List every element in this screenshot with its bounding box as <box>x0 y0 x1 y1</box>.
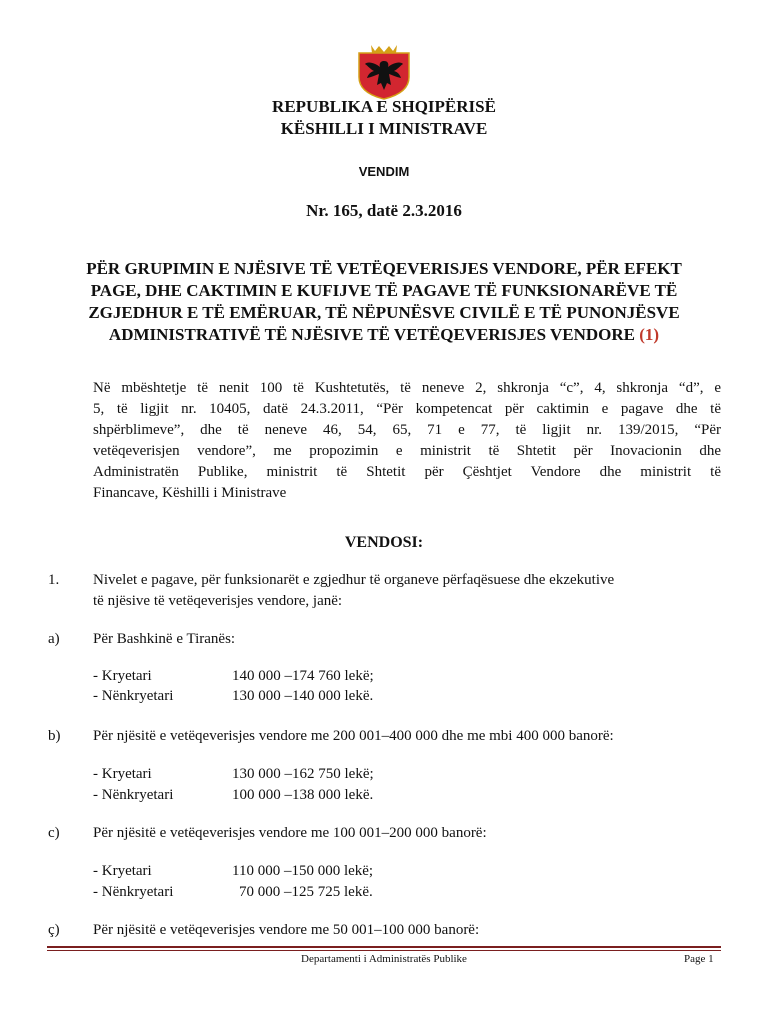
role-label: - Nënkryetari <box>93 688 174 704</box>
albanian-coat-of-arms-emblem <box>353 41 415 101</box>
title-line-4 <box>0 324 768 346</box>
preamble-line: Në mbështetje të nenit 100 të Kushtetutës, të neneve 2, shkronja “c”, 4, shkronja “d”, e <box>93 380 721 396</box>
footer-department: Departamenti i Administratës Publike <box>301 953 467 965</box>
title-line-3: ZGJEDHUR E TË EMËRUAR, TË NËPUNËSVE CIVILË E TË PUNONJËSVE <box>88 303 680 322</box>
document-type: VENDIM <box>358 164 410 179</box>
footer-divider-thin <box>47 950 721 951</box>
role-label: - Kryetari <box>93 668 152 684</box>
point-1-line-1: Nivelet e pagave, për funksionarët e zgjedhur të organeve përfaqësuese dhe ekzekutive <box>93 572 615 588</box>
council-heading: KËSHILLI I MINISTRAVE <box>280 119 488 138</box>
point-1-marker: 1. <box>48 572 60 588</box>
preamble-line: Administratën Publike, ministrit të Shtetit për Çështjet Vendore dhe ministrit të <box>93 464 721 480</box>
section-c-cedilla-text: Për njësitë e vetëqeverisjes vendore me 50 001–100 000 banorë: <box>93 922 480 938</box>
title-line-1: PËR GRUPIMIN E NJËSIVE TË VETËQEVERISJES VENDORE, PËR EFEKT <box>86 259 682 278</box>
salary-range: 140 000 –174 760 lekë; <box>232 668 374 684</box>
salary-range: 110 000 –150 000 lekë; <box>232 863 374 879</box>
section-a-marker: a) <box>48 631 60 647</box>
section-b-marker: b) <box>48 728 61 744</box>
role-label: - Nënkryetari <box>93 884 174 900</box>
point-1-line-2: të njësive të vetëqeverisjes vendore, janë: <box>93 593 343 609</box>
footnote-reference: (1) <box>639 325 660 344</box>
page-number: Page 1 <box>684 953 714 965</box>
section-c-marker: c) <box>48 825 60 841</box>
title-line-4-text: ADMINISTRATIVË TË NJËSIVE TË VETËQEVERISJES VENDORE <box>108 325 635 344</box>
footer-divider <box>47 946 721 948</box>
title-line-2: PAGE, DHE CAKTIMIN E KUFIJVE TË PAGAVE TË FUNKSIONARËVE TË <box>90 281 678 300</box>
decides-heading: VENDOSI: <box>344 534 424 551</box>
decision-number: Nr. 165, datë 2.3.2016 <box>306 201 462 220</box>
preamble-line: 5, të ligjit nr. 10405, datë 24.3.2011, “Për kompetencat për caktimin e pagave dhe të <box>93 401 721 417</box>
section-c-cedilla-marker: ç) <box>48 922 60 938</box>
preamble-paragraph <box>93 378 721 504</box>
salary-range: 70 000 –125 725 lekë. <box>239 884 373 900</box>
section-b-text: Për njësitë e vetëqeverisjes vendore me 200 001–400 000 dhe me mbi 400 000 banorë: <box>93 728 614 744</box>
role-label: - Kryetari <box>93 766 152 782</box>
salary-range: 130 000 –162 750 lekë; <box>232 766 374 782</box>
section-c-text: Për njësitë e vetëqeverisjes vendore me 100 001–200 000 banorë: <box>93 825 487 841</box>
salary-range: 100 000 –138 000 lekë. <box>232 787 374 803</box>
section-a-text: Për Bashkinë e Tiranës: <box>93 631 236 647</box>
preamble-line: shpërblimeve”, dhe të neneve 46, 54, 65, 71 e 77, të ligjit nr. 139/2015, “Për <box>93 422 721 438</box>
preamble-line: Financave, Këshilli i Ministrave <box>93 485 287 501</box>
role-label: - Nënkryetari <box>93 787 174 803</box>
salary-range: 130 000 –140 000 lekë. <box>232 688 374 704</box>
role-label: - Kryetari <box>93 863 152 879</box>
republic-heading: REPUBLIKA E SHQIPËRISË <box>272 97 496 116</box>
preamble-line: vetëqeverisjen vendore”, me propozimin e ministrit të Shtetit për Inovacionin dhe <box>93 443 721 459</box>
